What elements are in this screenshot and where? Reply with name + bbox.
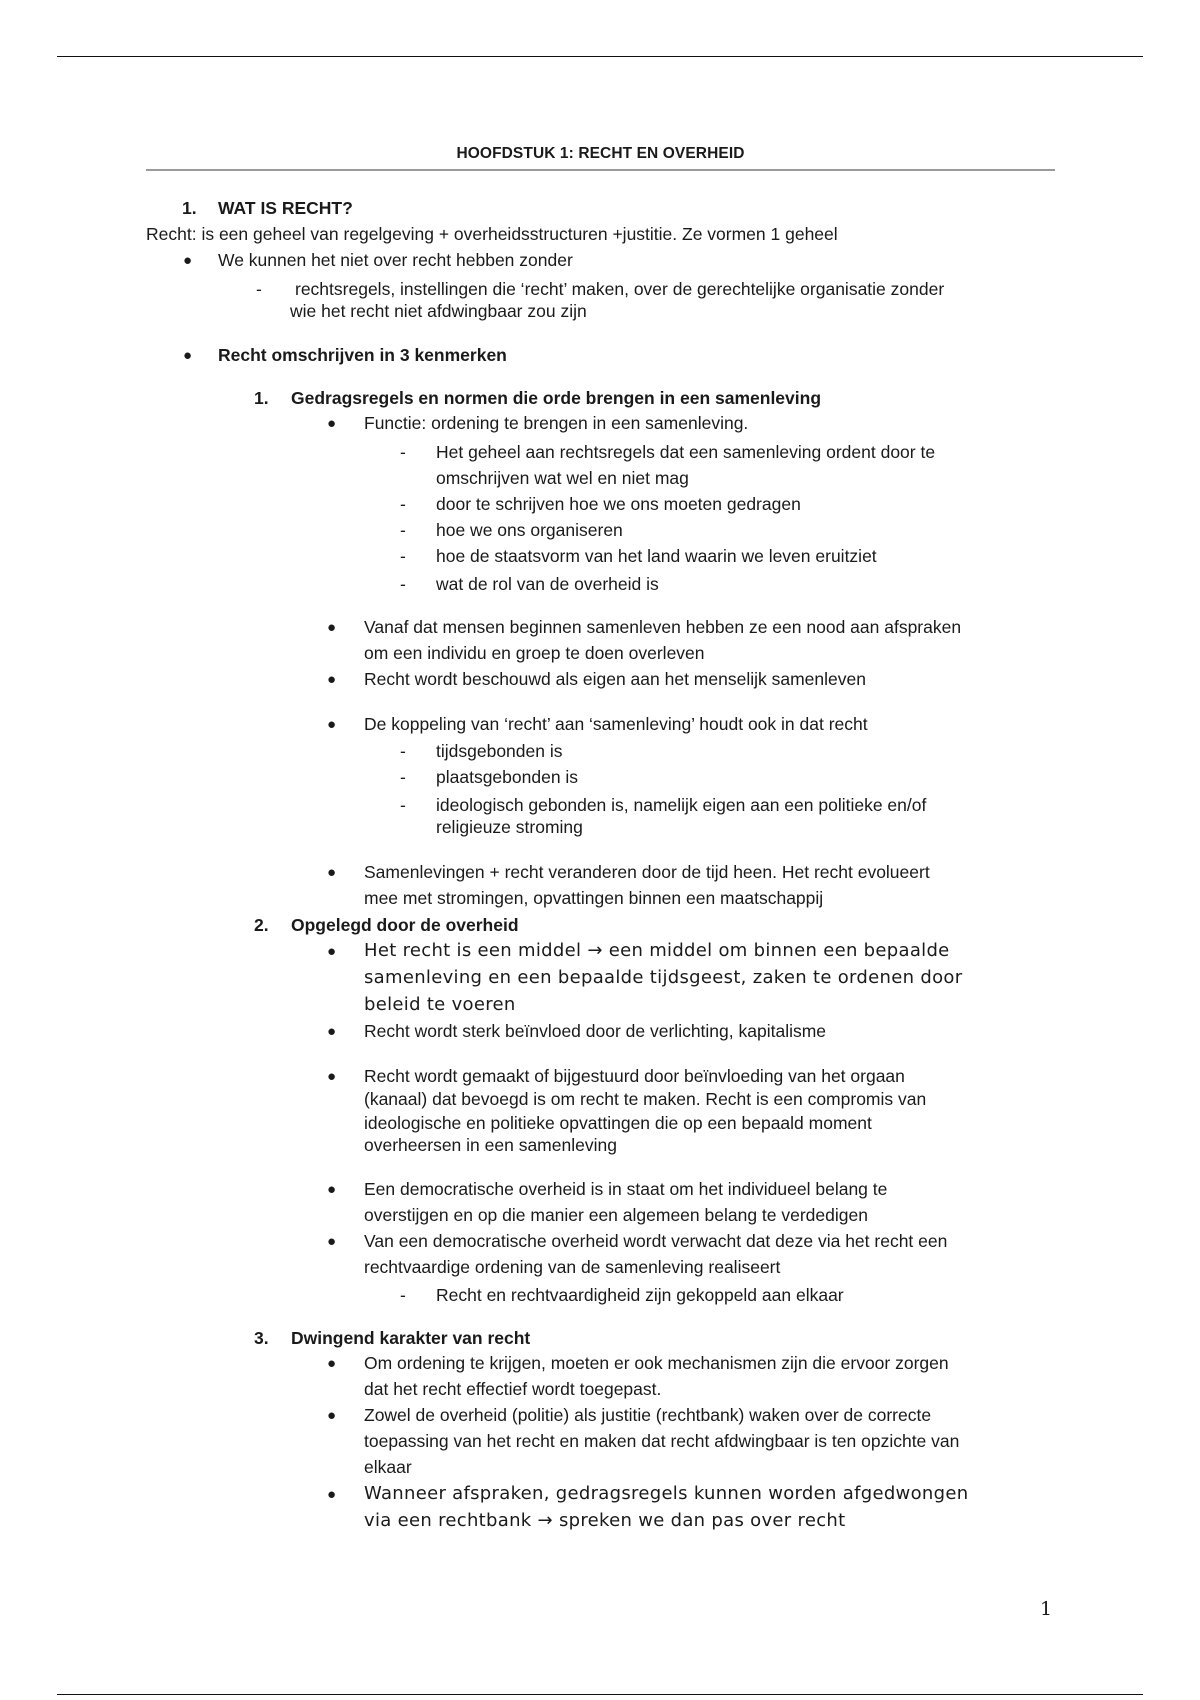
page-number: 1 bbox=[1040, 1598, 1053, 1620]
bullet-marker: ● bbox=[327, 943, 337, 960]
bullet-text-continued: rechtvaardige ordening van de samenleving realiseert bbox=[364, 1257, 781, 1277]
dash-text: hoe we ons organiseren bbox=[436, 520, 623, 540]
dash-marker: - bbox=[400, 767, 406, 787]
bullet-marker: ● bbox=[327, 1486, 337, 1503]
bullet-text-continued: overstijgen en op die manier een algemeen belang te verdedigen bbox=[364, 1205, 868, 1225]
bullet-marker: ● bbox=[327, 415, 337, 432]
bullet-text: We kunnen het niet over recht hebben zonder bbox=[218, 250, 573, 270]
dash-marker: - bbox=[400, 795, 406, 815]
feature-heading: Gedragsregels en normen die orde brengen in een samenleving bbox=[291, 388, 822, 408]
bullet-text-continued: (kanaal) dat bevoegd is om recht te maken. Recht is een compromis van bbox=[364, 1089, 927, 1109]
dash-marker: - bbox=[400, 574, 406, 594]
dash-text: door te schrijven hoe we ons moeten gedragen bbox=[436, 494, 801, 514]
bullet-text: Recht wordt gemaakt of bijgestuurd door beïnvloeding van het orgaan bbox=[364, 1066, 905, 1086]
bullet-marker: ● bbox=[327, 1407, 337, 1424]
title-underline bbox=[146, 169, 1055, 171]
bullet-text: Om ordening te krijgen, moeten er ook mechanismen zijn die ervoor zorgen bbox=[364, 1353, 949, 1373]
dash-marker: - bbox=[256, 279, 262, 299]
bullet-marker: ● bbox=[183, 252, 193, 269]
dash-text-continued: omschrijven wat wel en niet mag bbox=[436, 468, 689, 488]
bullet-marker: ● bbox=[327, 1233, 337, 1250]
bullet-heading: Recht omschrijven in 3 kenmerken bbox=[218, 345, 507, 365]
feature-number: 3. bbox=[254, 1328, 269, 1348]
dash-text-continued: wie het recht niet afdwingbaar zou zijn bbox=[290, 301, 587, 321]
bullet-text-continued: beleid te voeren bbox=[364, 994, 516, 1015]
bullet-text-continued: samenleving en een bepaalde tijdsgeest, zaken te ordenen door bbox=[364, 967, 963, 988]
bullet-marker: ● bbox=[327, 1023, 337, 1040]
bullet-marker: ● bbox=[327, 716, 337, 733]
dash-marker: - bbox=[400, 442, 406, 462]
bullet-text: Een democratische overheid is in staat om het individueel belang te bbox=[364, 1179, 888, 1199]
bullet-text-continued: toepassing van het recht en maken dat recht afdwingbaar is ten opzichte van bbox=[364, 1431, 960, 1451]
bullet-marker: ● bbox=[327, 1181, 337, 1198]
bullet-text: Het recht is een middel → een middel om binnen een bepaalde bbox=[364, 940, 950, 961]
dash-marker: - bbox=[400, 546, 406, 566]
page-top-rule bbox=[57, 56, 1143, 57]
bullet-text: De koppeling van ‘recht’ aan ‘samenleving’ houdt ook in dat recht bbox=[364, 714, 868, 734]
dash-text-continued: religieuze stroming bbox=[436, 817, 583, 837]
bullet-marker: ● bbox=[327, 864, 337, 881]
dash-text: plaatsgebonden is bbox=[436, 767, 579, 787]
section-number: 1. bbox=[182, 198, 197, 218]
bullet-text-continued: via een rechtbank → spreken we dan pas over recht bbox=[364, 1510, 846, 1531]
bullet-text: Zowel de overheid (politie) als justitie (rechtbank) waken over de correcte bbox=[364, 1405, 932, 1425]
feature-heading: Opgelegd door de overheid bbox=[291, 915, 519, 935]
dash-marker: - bbox=[400, 1285, 406, 1305]
dash-text: Het geheel aan rechtsregels dat een samenleving ordent door te bbox=[436, 442, 936, 462]
bullet-text-continued: ideologische en politieke opvattingen die op een bepaald moment bbox=[364, 1113, 872, 1133]
bullet-marker: ● bbox=[327, 1068, 337, 1085]
dash-marker: - bbox=[400, 520, 406, 540]
feature-number: 1. bbox=[254, 388, 269, 408]
bullet-text-continued: overheersen in een samenleving bbox=[364, 1135, 617, 1155]
dash-text: Recht en rechtvaardigheid zijn gekoppeld aan elkaar bbox=[436, 1285, 844, 1305]
bullet-text-continued: mee met stromingen, opvattingen binnen een maatschappij bbox=[364, 888, 824, 908]
bullet-marker: ● bbox=[327, 619, 337, 636]
bullet-text: Wanneer afspraken, gedragsregels kunnen worden afgedwongen bbox=[364, 1483, 969, 1504]
bullet-text: Van een democratische overheid wordt verwacht dat deze via het recht een bbox=[364, 1231, 948, 1251]
dash-marker: - bbox=[400, 741, 406, 761]
bullet-marker: ● bbox=[327, 671, 337, 688]
bullet-text-continued: dat het recht effectief wordt toegepast. bbox=[364, 1379, 662, 1399]
chapter-title: HOOFDSTUK 1: RECHT EN OVERHEID bbox=[456, 145, 745, 162]
dash-text: tijdsgebonden is bbox=[436, 741, 563, 761]
bullet-text: Recht wordt sterk beïnvloed door de verlichting, kapitalisme bbox=[364, 1021, 827, 1041]
definition-line: Recht: is een geheel van regelgeving + overheidsstructuren +justitie. Ze vormen 1 geheel bbox=[146, 224, 838, 244]
bullet-text-continued: om een individu en groep te doen overleven bbox=[364, 643, 705, 663]
dash-marker: - bbox=[400, 494, 406, 514]
bullet-text: Samenlevingen + recht veranderen door de tijd heen. Het recht evolueert bbox=[364, 862, 930, 882]
bullet-text: Functie: ordening te brengen in een samenleving. bbox=[364, 413, 749, 433]
bullet-text: Vanaf dat mensen beginnen samenleven hebben ze een nood aan afspraken bbox=[364, 617, 962, 637]
feature-heading: Dwingend karakter van recht bbox=[291, 1328, 531, 1348]
bullet-marker: ● bbox=[183, 347, 193, 364]
bullet-text-continued: elkaar bbox=[364, 1457, 412, 1477]
dash-text: hoe de staatsvorm van het land waarin we leven eruitziet bbox=[436, 546, 877, 566]
feature-number: 2. bbox=[254, 915, 269, 935]
dash-text: rechtsregels, instellingen die ‘recht’ maken, over de gerechtelijke organisatie zonder bbox=[295, 279, 945, 299]
section-heading: WAT IS RECHT? bbox=[218, 198, 353, 218]
dash-text: wat de rol van de overheid is bbox=[436, 574, 659, 594]
page-bottom-rule bbox=[57, 1694, 1143, 1695]
dash-text: ideologisch gebonden is, namelijk eigen aan een politieke en/of bbox=[436, 795, 927, 815]
bullet-text: Recht wordt beschouwd als eigen aan het menselijk samenleven bbox=[364, 669, 866, 689]
bullet-marker: ● bbox=[327, 1355, 337, 1372]
